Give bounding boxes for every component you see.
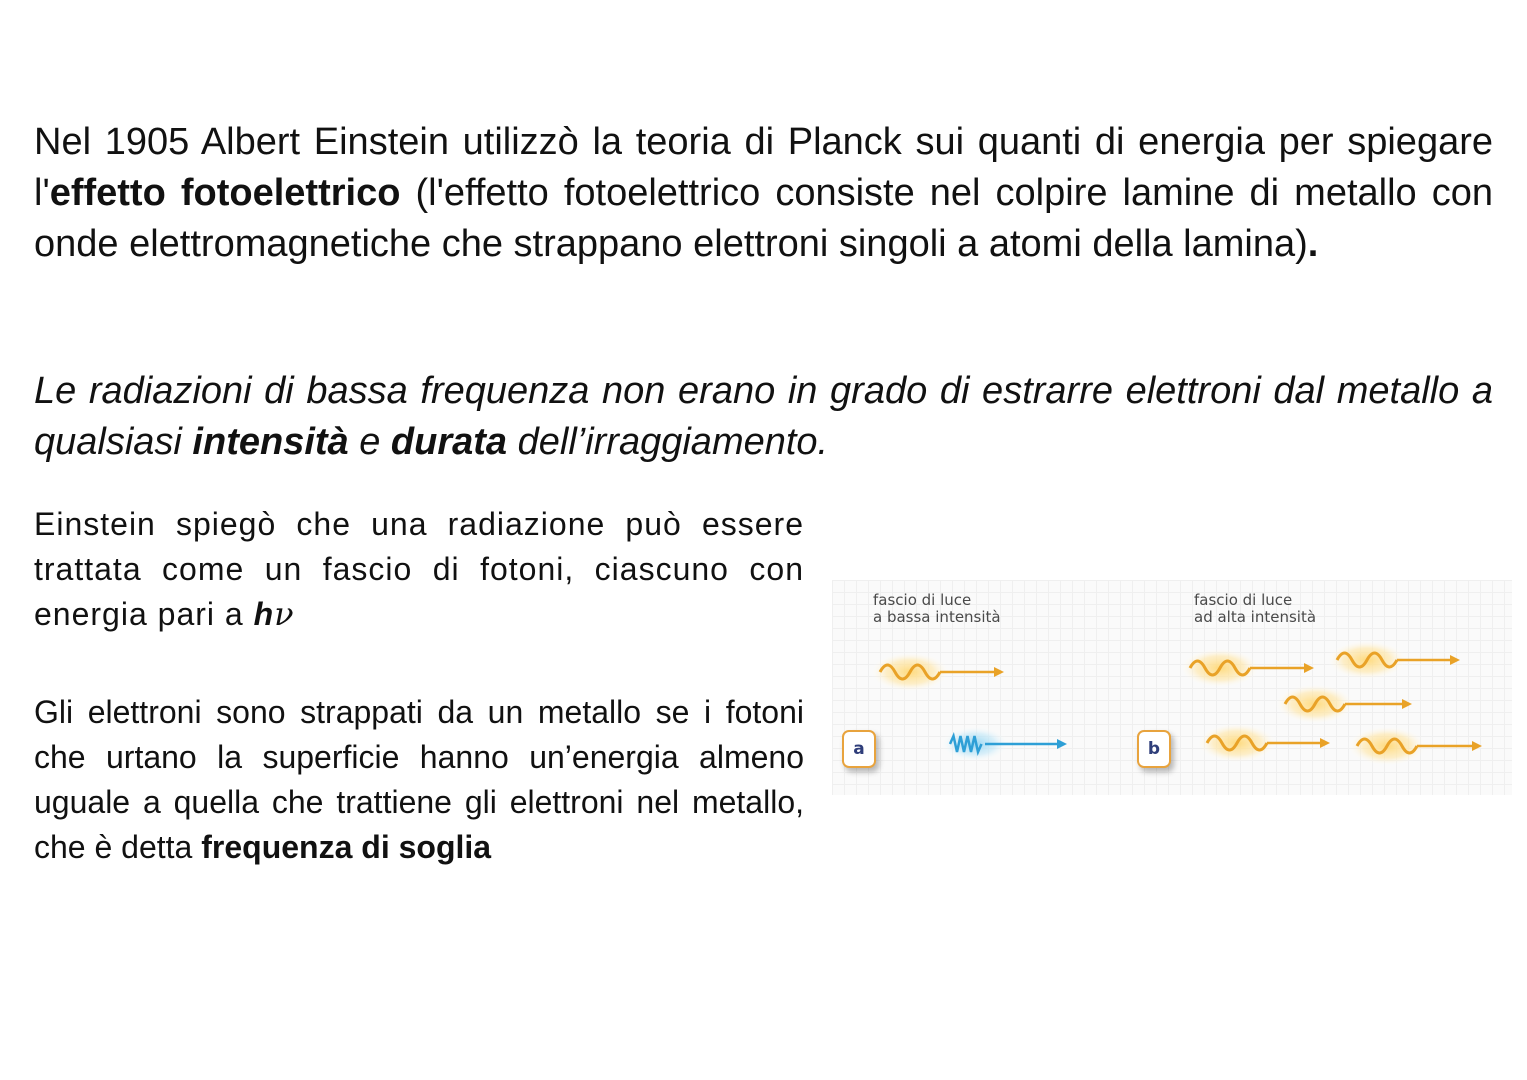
photon-b-4 bbox=[1197, 723, 1330, 763]
panel-b-label-line1: fascio di luce bbox=[1194, 591, 1293, 609]
intro-definition: (l'effetto fotoelettrico consiste nel colpire lamine di metallo con onde elettromagnetiche che strappano elettroni singoli a atomi della lamina) bbox=[34, 172, 1493, 265]
intro-paragraph bbox=[34, 117, 1493, 270]
term-intensity: intensità bbox=[192, 421, 349, 463]
photon-b-2 bbox=[1327, 640, 1460, 680]
intro-period: . bbox=[1307, 223, 1319, 265]
term-duration: durata bbox=[390, 421, 508, 463]
frequency-symbol: ν bbox=[274, 595, 295, 633]
photon-text: Einstein spiegò che una radiazione può essere trattata come un fascio di fotoni, ciascuno con energia pari a bbox=[34, 506, 804, 632]
threshold-paragraph bbox=[34, 690, 804, 870]
panel-a-label bbox=[873, 592, 1001, 626]
conjunction-text: e bbox=[348, 421, 391, 463]
threshold-text: Gli elettroni sono strappati da un metallo se i fotoni che urtano la superficie hanno un’energia almeno uguale a quella che trattiene gli elettroni nel metallo, che è detta bbox=[34, 694, 804, 865]
panel-b-label-line2: ad alta intensità bbox=[1194, 608, 1317, 626]
photon-b-3 bbox=[1275, 684, 1412, 724]
photon-a-high-frequency bbox=[941, 726, 1067, 762]
photon-a-low-frequency bbox=[870, 652, 1004, 692]
light-beam-figure bbox=[832, 580, 1512, 795]
panel-a-badge: a bbox=[842, 730, 876, 768]
panel-a-label-line2: a bassa intensità bbox=[873, 608, 1001, 626]
term-photoelectric-effect: effetto fotoelettrico bbox=[49, 172, 401, 214]
panel-b-label bbox=[1194, 592, 1316, 626]
intro-text: Nel 1905 Albert Einstein utilizzò la teoria di Planck sui quanti di energia per spiegare l' bbox=[34, 121, 1493, 214]
photon-paragraph bbox=[34, 502, 804, 637]
low-frequency-paragraph bbox=[34, 366, 1493, 468]
term-threshold-frequency: frequenza di soglia bbox=[201, 829, 492, 865]
panel-b-badge: b bbox=[1137, 730, 1171, 768]
photon-b-1 bbox=[1180, 648, 1314, 688]
photon-b-5 bbox=[1347, 726, 1482, 766]
planck-constant-symbol: h bbox=[253, 596, 275, 632]
irradiation-text: dell’irraggiamento. bbox=[507, 421, 829, 463]
panel-a-label-line1: fascio di luce bbox=[873, 591, 972, 609]
low-frequency-text: Le radiazioni di bassa frequenza non erano in grado di estrarre elettroni dal metallo a qualsiasi bbox=[34, 370, 1493, 463]
